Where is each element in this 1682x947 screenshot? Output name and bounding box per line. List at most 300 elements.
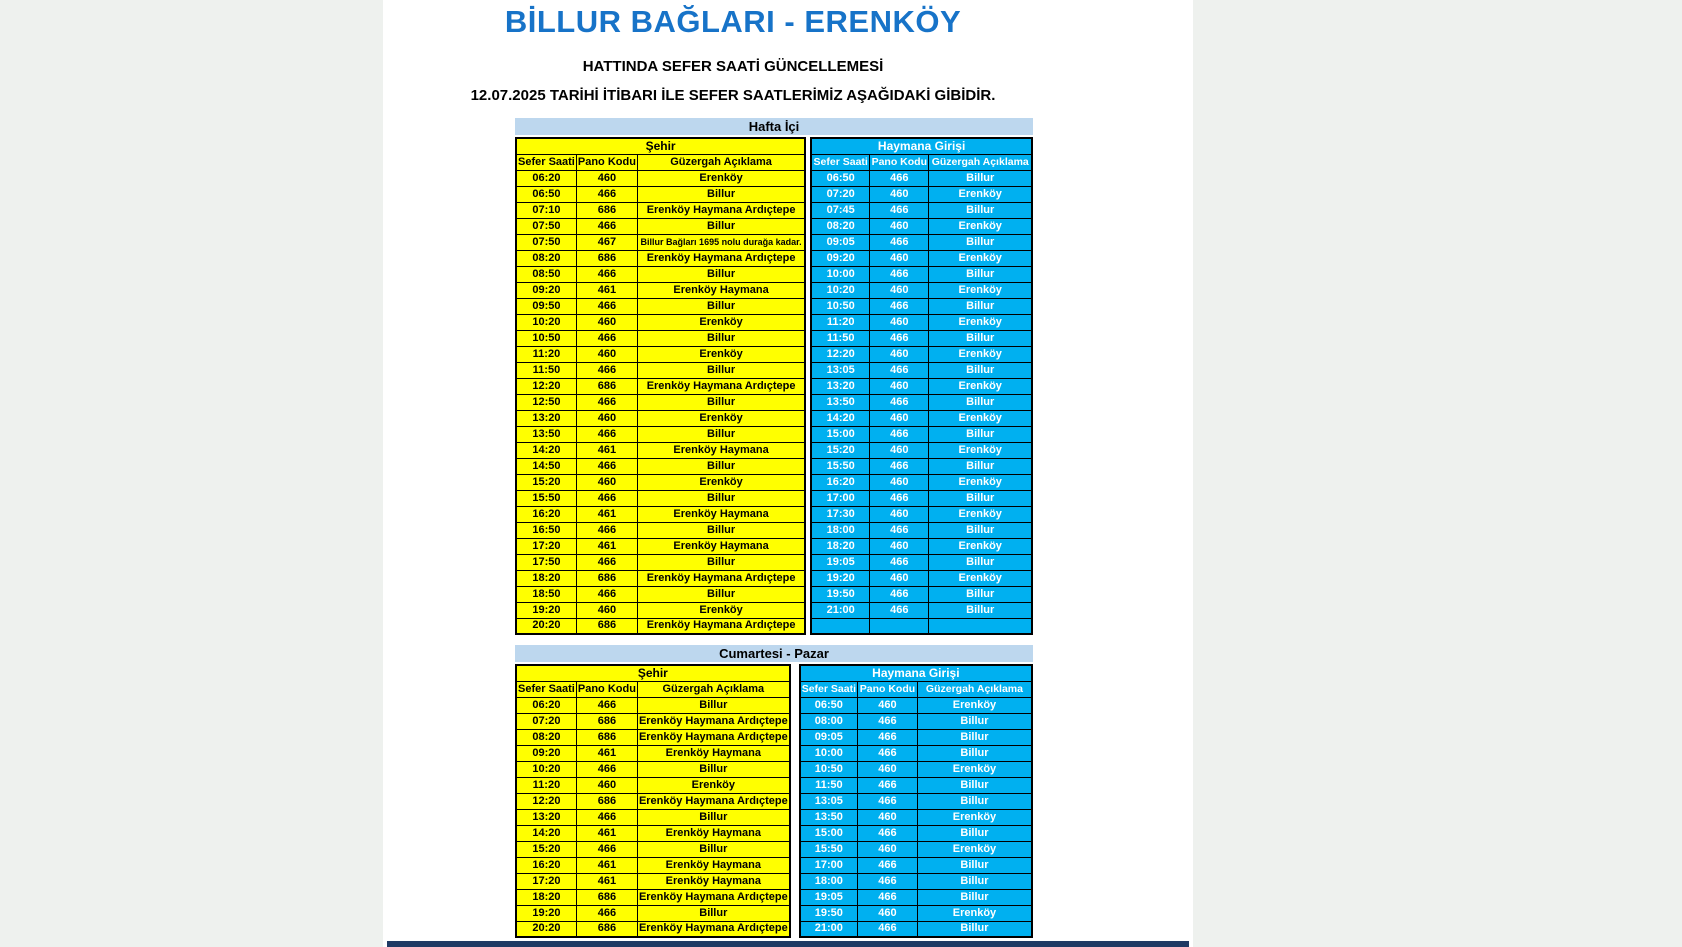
pano-kodu-cell: 466 xyxy=(576,522,637,538)
table-row xyxy=(800,857,1032,873)
guzergah-cell xyxy=(929,618,1032,634)
pano-kodu-cell: 466 xyxy=(576,809,637,825)
guzergah-cell: Erenköy xyxy=(929,410,1032,426)
sefer-saati-cell: 11:50 xyxy=(811,330,869,346)
table-row xyxy=(800,697,1032,713)
guzergah-cell: Erenköy Haymana Ardıçtepe xyxy=(637,250,805,266)
pano-kodu-cell: 466 xyxy=(576,761,637,777)
guzergah-cell: Erenköy Haymana xyxy=(637,745,789,761)
table-row xyxy=(800,761,1032,777)
pano-kodu-cell: 466 xyxy=(576,554,637,570)
column-header: Güzergah Açıklama xyxy=(637,681,789,697)
sefer-saati-cell: 21:00 xyxy=(800,921,858,937)
guzergah-cell: Erenköy Haymana Ardıçtepe xyxy=(637,713,789,729)
table-row xyxy=(811,202,1032,218)
sefer-saati-cell: 10:00 xyxy=(811,266,869,282)
pano-kodu-cell: 461 xyxy=(576,857,637,873)
pano-kodu-cell: 686 xyxy=(576,713,637,729)
sefer-saati-cell: 18:20 xyxy=(516,889,576,905)
column-header: Pano Kodu xyxy=(576,154,637,170)
pano-kodu-cell: 460 xyxy=(870,346,929,362)
column-header: Sefer Saati xyxy=(811,154,869,170)
table-row xyxy=(800,905,1032,921)
sefer-saati-cell: 17:20 xyxy=(516,538,576,554)
table-row xyxy=(516,618,805,634)
table-row xyxy=(516,570,805,586)
pano-kodu-cell: 466 xyxy=(576,697,637,713)
sefer-saati-cell: 16:20 xyxy=(516,857,576,873)
sefer-saati-cell: 08:20 xyxy=(811,218,869,234)
guzergah-cell: Erenköy xyxy=(929,186,1032,202)
pano-kodu-cell: 466 xyxy=(576,905,637,921)
table-part-title: Şehir xyxy=(516,665,790,681)
sefer-saati-cell: 09:20 xyxy=(516,282,576,298)
guzergah-cell: Erenköy Haymana Ardıçtepe xyxy=(637,793,789,809)
sefer-saati-cell: 17:30 xyxy=(811,506,869,522)
pano-kodu-cell: 466 xyxy=(857,873,917,889)
guzergah-cell: Billur xyxy=(637,266,805,282)
guzergah-cell: Erenköy xyxy=(637,777,789,793)
pano-kodu-cell: 686 xyxy=(576,618,637,634)
weekend-haymana-table xyxy=(799,664,1033,938)
sefer-saati-cell: 11:20 xyxy=(516,346,576,362)
guzergah-cell: Erenköy Haymana Ardıçtepe xyxy=(637,729,789,745)
weekend-city-table xyxy=(515,664,791,938)
sefer-saati-cell: 15:50 xyxy=(800,841,858,857)
subtitle-line2: 12.07.2025 TARİHİ İTİBARI İLE SEFER SAATLERİMİZ AŞAĞIDAKİ GİBİDİR. xyxy=(470,87,996,104)
table-row xyxy=(800,809,1032,825)
sefer-saati-cell: 08:00 xyxy=(800,713,858,729)
guzergah-cell: Erenköy xyxy=(929,506,1032,522)
table-row xyxy=(516,266,805,282)
table-part-title: Şehir xyxy=(516,138,805,154)
pano-kodu-cell: 466 xyxy=(576,186,637,202)
pano-kodu-cell: 466 xyxy=(870,362,929,378)
pano-kodu-cell: 460 xyxy=(576,346,637,362)
guzergah-cell: Erenköy Haymana xyxy=(637,506,805,522)
weekday-section xyxy=(515,118,1033,635)
sefer-saati-cell: 19:50 xyxy=(811,586,869,602)
table-row xyxy=(516,234,805,250)
guzergah-cell: Erenköy xyxy=(637,602,805,618)
sefer-saati-cell: 07:50 xyxy=(516,218,576,234)
pano-kodu-cell: 686 xyxy=(576,250,637,266)
sefer-saati-cell: 10:00 xyxy=(800,745,858,761)
pano-kodu-cell: 460 xyxy=(870,570,929,586)
pano-kodu-cell: 460 xyxy=(576,314,637,330)
pano-kodu-cell: 466 xyxy=(857,793,917,809)
table-row xyxy=(811,378,1032,394)
sefer-saati-cell: 20:20 xyxy=(516,618,576,634)
guzergah-cell: Billur xyxy=(929,170,1032,186)
guzergah-cell: Erenköy xyxy=(637,346,805,362)
guzergah-cell: Erenköy Haymana Ardıçtepe xyxy=(637,889,789,905)
table-row xyxy=(516,458,805,474)
sefer-saati-cell: 14:20 xyxy=(811,410,869,426)
pano-kodu-cell: 466 xyxy=(870,234,929,250)
pano-kodu-cell: 466 xyxy=(576,218,637,234)
pano-kodu-cell: 461 xyxy=(576,506,637,522)
guzergah-cell: Billur xyxy=(929,554,1032,570)
column-header: Pano Kodu xyxy=(576,681,637,697)
pano-kodu-cell: 460 xyxy=(576,777,637,793)
table-row xyxy=(516,362,805,378)
sefer-saati-cell: 17:20 xyxy=(516,873,576,889)
guzergah-cell: Erenköy Haymana Ardıçtepe xyxy=(637,570,805,586)
table-row xyxy=(516,314,805,330)
guzergah-cell: Erenköy xyxy=(637,314,805,330)
guzergah-cell: Erenköy xyxy=(917,697,1032,713)
pano-kodu-cell: 466 xyxy=(870,586,929,602)
pano-kodu-cell: 466 xyxy=(870,522,929,538)
table-row xyxy=(516,410,805,426)
sefer-saati-cell: 06:50 xyxy=(516,186,576,202)
guzergah-cell: Billur xyxy=(637,554,805,570)
sefer-saati-cell: 11:20 xyxy=(811,314,869,330)
sefer-saati-cell: 16:50 xyxy=(516,522,576,538)
pano-kodu-cell: 461 xyxy=(576,442,637,458)
pano-kodu-cell: 460 xyxy=(870,186,929,202)
sefer-saati-cell: 13:05 xyxy=(800,793,858,809)
pano-kodu-cell: 686 xyxy=(576,202,637,218)
pano-kodu-cell: 460 xyxy=(857,761,917,777)
pano-kodu-cell: 460 xyxy=(870,378,929,394)
table-row xyxy=(516,905,790,921)
table-row xyxy=(800,729,1032,745)
guzergah-cell: Billur xyxy=(637,186,805,202)
sefer-saati-cell: 19:20 xyxy=(811,570,869,586)
table-row xyxy=(800,921,1032,937)
sefer-saati-cell: 09:20 xyxy=(516,745,576,761)
guzergah-cell: Erenköy Haymana xyxy=(637,442,805,458)
sefer-saati-cell: 16:20 xyxy=(516,506,576,522)
sefer-saati-cell: 08:20 xyxy=(516,250,576,266)
sefer-saati-cell: 09:50 xyxy=(516,298,576,314)
table-row xyxy=(800,745,1032,761)
weekday-section-title: Hafta İçi xyxy=(515,118,1033,135)
pano-kodu-cell: 466 xyxy=(857,777,917,793)
sefer-saati-cell: 19:50 xyxy=(800,905,858,921)
sefer-saati-cell: 18:00 xyxy=(811,522,869,538)
pano-kodu-cell: 686 xyxy=(576,889,637,905)
sefer-saati-cell: 12:20 xyxy=(811,346,869,362)
guzergah-cell: Erenköy xyxy=(917,761,1032,777)
pano-kodu-cell: 460 xyxy=(870,538,929,554)
sefer-saati-cell: 12:50 xyxy=(516,394,576,410)
sefer-saati-cell: 17:00 xyxy=(811,490,869,506)
sefer-saati-cell: 16:20 xyxy=(811,474,869,490)
guzergah-cell: Billur xyxy=(637,218,805,234)
table-row xyxy=(516,857,790,873)
sefer-saati-cell: 13:50 xyxy=(516,426,576,442)
table-row xyxy=(516,490,805,506)
table-row xyxy=(516,889,790,905)
guzergah-cell: Erenköy xyxy=(929,250,1032,266)
pano-kodu-cell: 460 xyxy=(870,218,929,234)
sefer-saati-cell: 14:50 xyxy=(516,458,576,474)
pano-kodu-cell: 466 xyxy=(857,889,917,905)
pano-kodu-cell: 460 xyxy=(576,474,637,490)
guzergah-cell: Erenköy Haymana xyxy=(637,873,789,889)
table-row xyxy=(516,330,805,346)
pano-kodu-cell xyxy=(870,618,929,634)
pano-kodu-cell: 466 xyxy=(576,490,637,506)
pano-kodu-cell: 466 xyxy=(576,586,637,602)
table-row xyxy=(516,426,805,442)
table-row xyxy=(811,442,1032,458)
table-row xyxy=(800,889,1032,905)
weekday-haymana-table xyxy=(810,137,1033,635)
sefer-saati-cell: 10:50 xyxy=(516,330,576,346)
guzergah-cell: Billur xyxy=(917,777,1032,793)
sefer-saati-cell: 15:50 xyxy=(811,458,869,474)
pano-kodu-cell: 460 xyxy=(857,841,917,857)
pano-kodu-cell: 460 xyxy=(870,474,929,490)
table-row xyxy=(811,490,1032,506)
guzergah-cell: Erenköy Haymana xyxy=(637,857,789,873)
guzergah-cell: Billur xyxy=(917,889,1032,905)
sefer-saati-cell: 10:20 xyxy=(811,282,869,298)
sefer-saati-cell: 18:20 xyxy=(516,570,576,586)
pano-kodu-cell: 460 xyxy=(857,809,917,825)
table-row xyxy=(800,873,1032,889)
table-row xyxy=(516,250,805,266)
pano-kodu-cell: 466 xyxy=(870,330,929,346)
guzergah-cell: Billur xyxy=(929,426,1032,442)
pano-kodu-cell: 466 xyxy=(857,825,917,841)
table-row xyxy=(516,474,805,490)
guzergah-cell: Erenköy Haymana Ardıçtepe xyxy=(637,202,805,218)
guzergah-cell: Billur xyxy=(917,857,1032,873)
table-row xyxy=(516,761,790,777)
guzergah-cell: Erenköy xyxy=(929,282,1032,298)
guzergah-cell: Billur xyxy=(637,841,789,857)
table-row xyxy=(811,298,1032,314)
table-row xyxy=(516,202,805,218)
sefer-saati-cell: 12:20 xyxy=(516,378,576,394)
table-row xyxy=(516,538,805,554)
sefer-saati-cell: 19:20 xyxy=(516,905,576,921)
guzergah-cell: Erenköy Haymana Ardıçtepe xyxy=(637,618,805,634)
table-row xyxy=(811,186,1032,202)
column-header: Sefer Saati xyxy=(800,681,858,697)
pano-kodu-cell: 466 xyxy=(576,362,637,378)
pano-kodu-cell: 686 xyxy=(576,378,637,394)
page-title: BİLLUR BAĞLARI - ERENKÖY xyxy=(504,4,962,39)
table-row xyxy=(800,713,1032,729)
sefer-saati-cell: 18:50 xyxy=(516,586,576,602)
pano-kodu-cell: 460 xyxy=(857,905,917,921)
guzergah-cell: Billur xyxy=(637,426,805,442)
guzergah-cell: Erenköy xyxy=(929,538,1032,554)
table-row xyxy=(516,921,790,937)
guzergah-cell: Erenköy Haymana xyxy=(637,825,789,841)
table-row xyxy=(811,234,1032,250)
pano-kodu-cell: 466 xyxy=(857,713,917,729)
pano-kodu-cell: 466 xyxy=(870,394,929,410)
guzergah-cell: Billur xyxy=(917,921,1032,937)
pano-kodu-cell: 460 xyxy=(870,282,929,298)
guzergah-cell: Erenköy xyxy=(917,809,1032,825)
pano-kodu-cell: 466 xyxy=(870,458,929,474)
pano-kodu-cell: 461 xyxy=(576,825,637,841)
table-row xyxy=(811,474,1032,490)
sefer-saati-cell: 21:00 xyxy=(811,602,869,618)
column-header: Pano Kodu xyxy=(857,681,917,697)
pano-kodu-cell: 460 xyxy=(870,314,929,330)
pano-kodu-cell: 686 xyxy=(576,793,637,809)
weekday-table-pair xyxy=(515,137,1033,635)
table-row xyxy=(516,777,790,793)
table-row xyxy=(811,522,1032,538)
pano-kodu-cell: 466 xyxy=(870,554,929,570)
guzergah-cell: Billur xyxy=(929,586,1032,602)
table-row xyxy=(516,506,805,522)
guzergah-cell: Billur xyxy=(929,298,1032,314)
sefer-saati-cell: 06:20 xyxy=(516,170,576,186)
sefer-saati-cell: 15:50 xyxy=(516,490,576,506)
pano-kodu-cell: 466 xyxy=(576,266,637,282)
pano-kodu-cell: 467 xyxy=(576,234,637,250)
sefer-saati-cell: 07:45 xyxy=(811,202,869,218)
table-row xyxy=(516,298,805,314)
column-header: Pano Kodu xyxy=(870,154,929,170)
sefer-saati-cell: 06:50 xyxy=(800,697,858,713)
guzergah-cell: Billur xyxy=(637,522,805,538)
sefer-saati-cell: 15:20 xyxy=(516,841,576,857)
pano-kodu-cell: 466 xyxy=(870,266,929,282)
sefer-saati-cell: 13:20 xyxy=(516,410,576,426)
pano-kodu-cell: 461 xyxy=(576,745,637,761)
table-row xyxy=(811,586,1032,602)
column-header: Güzergah Açıklama xyxy=(929,154,1032,170)
weekend-section xyxy=(515,645,1033,938)
pano-kodu-cell: 686 xyxy=(576,570,637,586)
guzergah-cell: Billur xyxy=(929,234,1032,250)
weekend-table-pair xyxy=(515,664,1033,938)
guzergah-cell: Billur xyxy=(917,729,1032,745)
pano-kodu-cell: 460 xyxy=(576,170,637,186)
table-row xyxy=(800,777,1032,793)
table-row xyxy=(811,554,1032,570)
pano-kodu-cell: 461 xyxy=(576,282,637,298)
table-row xyxy=(516,282,805,298)
table-row xyxy=(811,330,1032,346)
pano-kodu-cell: 460 xyxy=(576,602,637,618)
sefer-saati-cell: 13:50 xyxy=(800,809,858,825)
guzergah-cell: Billur xyxy=(637,490,805,506)
table-row xyxy=(811,394,1032,410)
guzergah-cell: Billur xyxy=(637,394,805,410)
guzergah-cell: Billur xyxy=(637,809,789,825)
table-row xyxy=(516,602,805,618)
pano-kodu-cell: 466 xyxy=(576,298,637,314)
pano-kodu-cell: 466 xyxy=(870,298,929,314)
pano-kodu-cell: 466 xyxy=(857,921,917,937)
sefer-saati-cell: 07:10 xyxy=(516,202,576,218)
guzergah-cell: Billur xyxy=(637,905,789,921)
pano-kodu-cell: 461 xyxy=(576,538,637,554)
sefer-saati-cell: 07:50 xyxy=(516,234,576,250)
guzergah-cell: Billur xyxy=(929,522,1032,538)
sefer-saati-cell: 11:50 xyxy=(800,777,858,793)
guzergah-cell: Billur xyxy=(929,602,1032,618)
sefer-saati-cell: 18:20 xyxy=(811,538,869,554)
sefer-saati-cell: 19:20 xyxy=(516,602,576,618)
table-row xyxy=(811,602,1032,618)
guzergah-cell: Erenköy Haymana Ardıçtepe xyxy=(637,378,805,394)
sefer-saati-cell xyxy=(811,618,869,634)
guzergah-cell: Billur xyxy=(637,362,805,378)
sefer-saati-cell: 14:20 xyxy=(516,442,576,458)
guzergah-cell: Billur xyxy=(929,490,1032,506)
table-row xyxy=(516,218,805,234)
table-row xyxy=(516,825,790,841)
table-row xyxy=(811,362,1032,378)
table-row xyxy=(516,554,805,570)
pano-kodu-cell: 466 xyxy=(576,330,637,346)
table-row xyxy=(516,873,790,889)
guzergah-cell: Billur xyxy=(929,266,1032,282)
pano-kodu-cell: 460 xyxy=(576,410,637,426)
sefer-saati-cell: 06:20 xyxy=(516,697,576,713)
guzergah-cell: Billur xyxy=(637,697,789,713)
weekend-section-title: Cumartesi - Pazar xyxy=(515,645,1033,662)
schedule-content xyxy=(515,118,1033,938)
guzergah-cell: Erenköy xyxy=(917,905,1032,921)
guzergah-cell: Erenköy xyxy=(917,841,1032,857)
table-row xyxy=(516,793,790,809)
sefer-saati-cell: 20:20 xyxy=(516,921,576,937)
table-row xyxy=(811,570,1032,586)
sefer-saati-cell: 10:50 xyxy=(811,298,869,314)
table-row xyxy=(800,841,1032,857)
guzergah-cell: Erenköy xyxy=(929,474,1032,490)
pano-kodu-cell: 686 xyxy=(576,921,637,937)
guzergah-cell: Erenköy Haymana Ardıçtepe xyxy=(637,921,789,937)
pano-kodu-cell: 466 xyxy=(857,745,917,761)
guzergah-cell: Billur Bağları 1695 nolu durağa kadar. xyxy=(637,234,805,250)
pano-kodu-cell: 466 xyxy=(870,170,929,186)
table-row xyxy=(800,825,1032,841)
table-row xyxy=(516,378,805,394)
sefer-saati-cell: 15:00 xyxy=(800,825,858,841)
table-row xyxy=(516,442,805,458)
guzergah-cell: Erenköy xyxy=(637,170,805,186)
guzergah-cell: Erenköy xyxy=(929,378,1032,394)
pano-kodu-cell: 460 xyxy=(870,250,929,266)
sefer-saati-cell: 07:20 xyxy=(516,713,576,729)
guzergah-cell: Billur xyxy=(637,586,805,602)
pano-kodu-cell: 466 xyxy=(857,857,917,873)
pano-kodu-cell: 466 xyxy=(857,729,917,745)
table-row xyxy=(516,809,790,825)
table-row xyxy=(811,282,1032,298)
sefer-saati-cell: 10:50 xyxy=(800,761,858,777)
sefer-saati-cell: 11:20 xyxy=(516,777,576,793)
sefer-saati-cell: 10:20 xyxy=(516,761,576,777)
sefer-saati-cell: 08:20 xyxy=(516,729,576,745)
guzergah-cell: Erenköy Haymana xyxy=(637,538,805,554)
pano-kodu-cell: 466 xyxy=(576,841,637,857)
guzergah-cell: Billur xyxy=(917,745,1032,761)
guzergah-cell: Erenköy xyxy=(637,410,805,426)
guzergah-cell: Erenköy xyxy=(929,442,1032,458)
table-row xyxy=(811,506,1032,522)
sefer-saati-cell: 06:50 xyxy=(811,170,869,186)
sefer-saati-cell: 19:05 xyxy=(800,889,858,905)
pano-kodu-cell: 466 xyxy=(576,458,637,474)
